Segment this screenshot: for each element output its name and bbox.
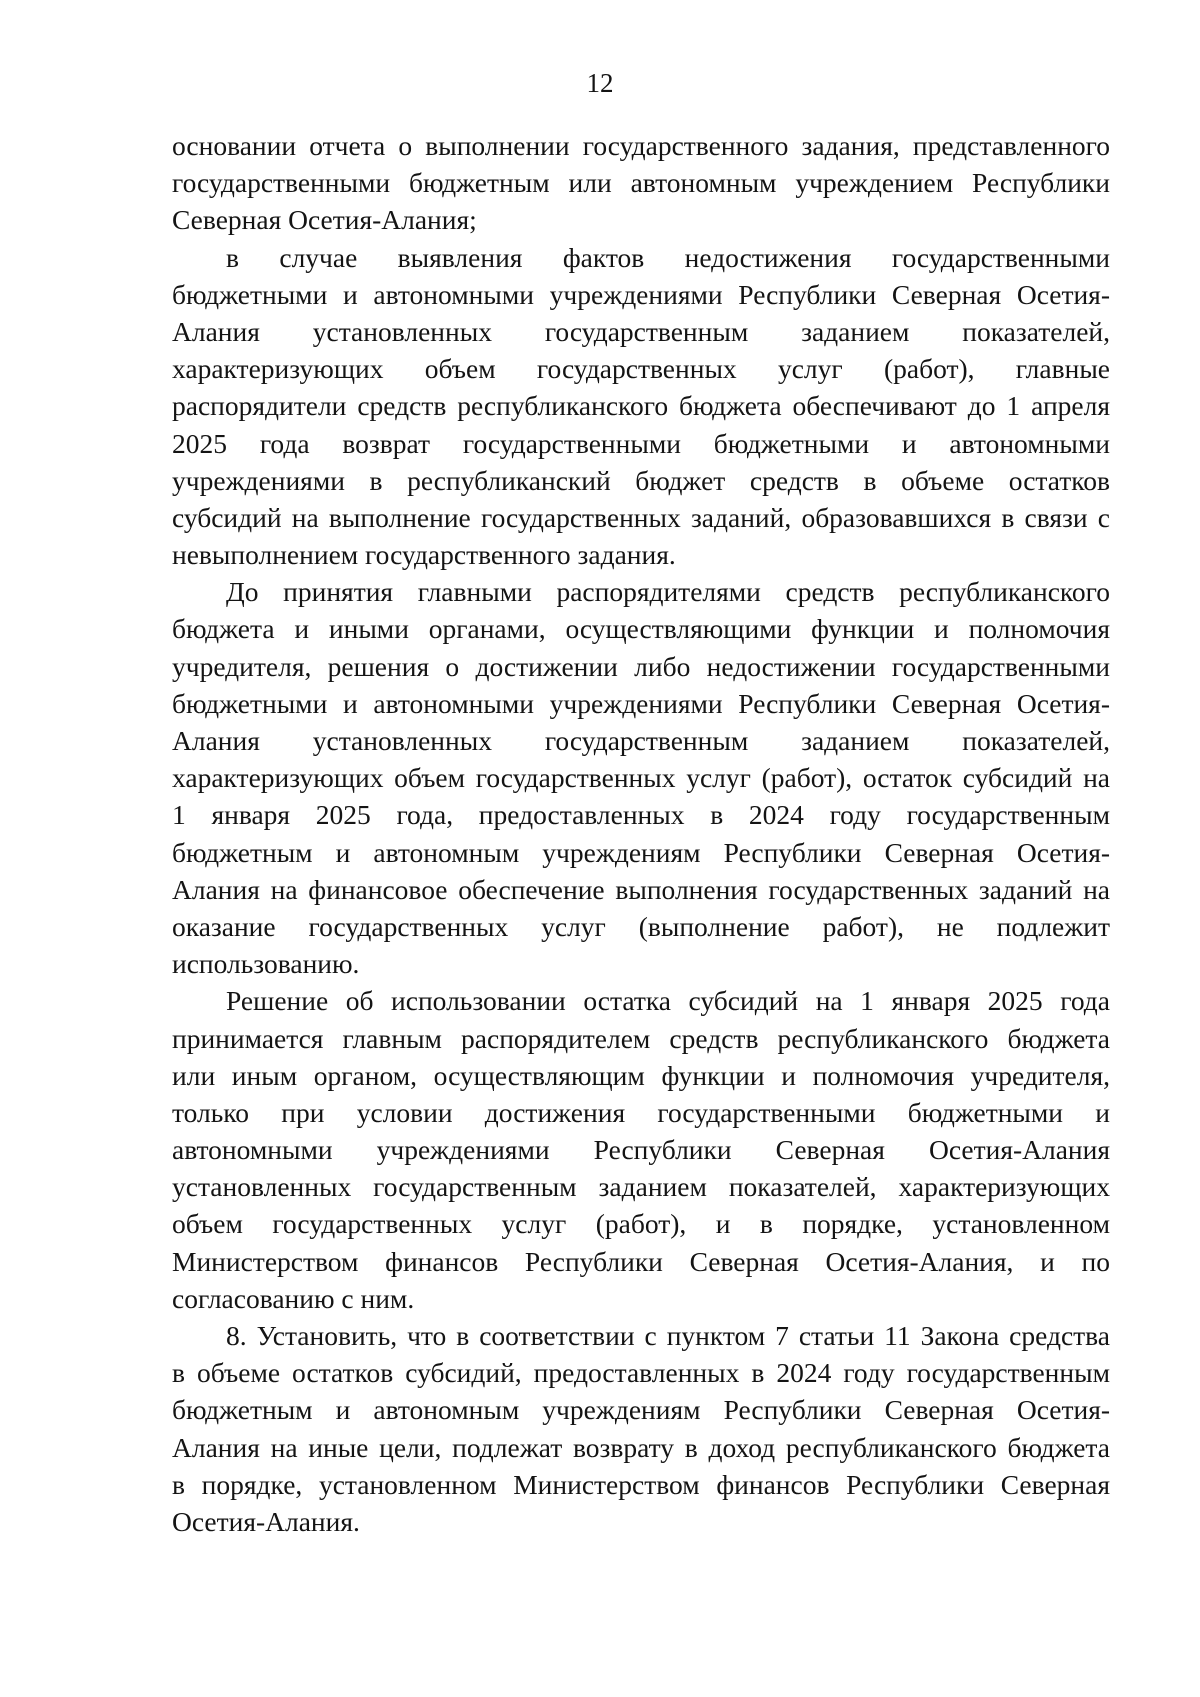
text-line: государственными бюджетным или автономным учреждением Республики — [172, 167, 1110, 199]
text-line: 2025 года возврат государственными бюджетными и автономными — [172, 427, 1110, 459]
page-number: 12 — [586, 68, 614, 98]
text-line: Осетия-Алания. — [172, 1505, 360, 1537]
text-line: 1 января 2025 года, предоставленных в 2024 году государственным — [172, 799, 1110, 831]
text-line: использованию. — [172, 948, 360, 980]
text-line: установленных государственным заданием показателей, характеризующих — [172, 1171, 1110, 1203]
paragraph — [172, 1317, 1110, 1540]
text-line: характеризующих объем государственных услуг (работ), главные — [172, 353, 1110, 385]
text-line: в объеме остатков субсидий, предоставленных в 2024 году государственным — [172, 1357, 1110, 1389]
text-line: бюджетным и автономным учреждениям Республики Северная Осетия- — [172, 836, 1110, 868]
text-line: объем государственных услуг (работ), и в порядке, установленном — [172, 1208, 1110, 1240]
paragraph — [172, 573, 1110, 982]
text-line: Решение об использовании остатка субсидий на 1 января 2025 года — [226, 985, 1110, 1017]
text-line: До принятия главными распорядителями средств республиканского — [226, 576, 1110, 608]
document-body — [172, 127, 1110, 1540]
text-line: принимается главным распорядителем средств республиканского бюджета — [172, 1022, 1110, 1054]
text-line: в порядке, установленном Министерством финансов Республики Северная — [172, 1468, 1110, 1500]
paragraph — [172, 239, 1110, 574]
text-line: бюджетными и автономными учреждениями Республики Северная Осетия- — [172, 278, 1110, 310]
text-line: учредителя, решения о достижении либо недостижении государственными — [172, 650, 1110, 682]
text-line: основании отчета о выполнении государственного задания, представленного — [172, 130, 1110, 161]
paragraph — [172, 982, 1110, 1317]
text-line: Алания установленных государственным заданием показателей, — [172, 315, 1110, 347]
text-line: субсидий на выполнение государственных заданий, образовавшихся в связи с — [172, 501, 1110, 533]
text-line: бюджетными и автономными учреждениями Республики Северная Осетия- — [172, 687, 1110, 719]
text-line: распорядители средств республиканского бюджета обеспечивают до 1 апреля — [172, 390, 1110, 422]
text-line: бюджетным и автономным учреждениям Республики Северная Осетия- — [172, 1394, 1110, 1426]
text-line: Северная Осетия-Алания; — [172, 204, 477, 236]
text-line: автономными учреждениями Республики Северная Осетия-Алания — [172, 1134, 1110, 1166]
text-line: Алания на финансовое обеспечение выполнения государственных заданий на — [172, 873, 1110, 905]
text-line: Министерством финансов Республики Северная Осетия-Алания, и по — [172, 1245, 1110, 1277]
text-line: учреждениями в республиканский бюджет средств в объеме остатков — [172, 464, 1110, 496]
text-line: Алания на иные цели, подлежат возврату в доход республиканского бюджета — [172, 1431, 1110, 1463]
text-line: бюджета и иными органами, осуществляющими функции и полномочия — [172, 613, 1110, 645]
paragraph — [172, 127, 1110, 239]
text-line: согласованию с ним. — [172, 1282, 415, 1314]
text-line: характеризующих объем государственных услуг (работ), остаток субсидий на — [172, 762, 1110, 794]
text-line: Алания установленных государственным заданием показателей, — [172, 725, 1110, 756]
text-line: оказание государственных услуг (выполнение работ), не подлежит — [172, 910, 1110, 942]
text-line: 8. Установить, что в соответствии с пунктом 7 статьи 11 Закона средства — [226, 1320, 1110, 1351]
text-line: или иным органом, осуществляющим функции и полномочия учредителя, — [172, 1059, 1110, 1091]
text-line: невыполнением государственного задания. — [172, 539, 676, 571]
text-line: только при условии достижения государственными бюджетными и — [172, 1096, 1110, 1128]
text-line: в случае выявления фактов недостижения государственными — [226, 241, 1110, 273]
